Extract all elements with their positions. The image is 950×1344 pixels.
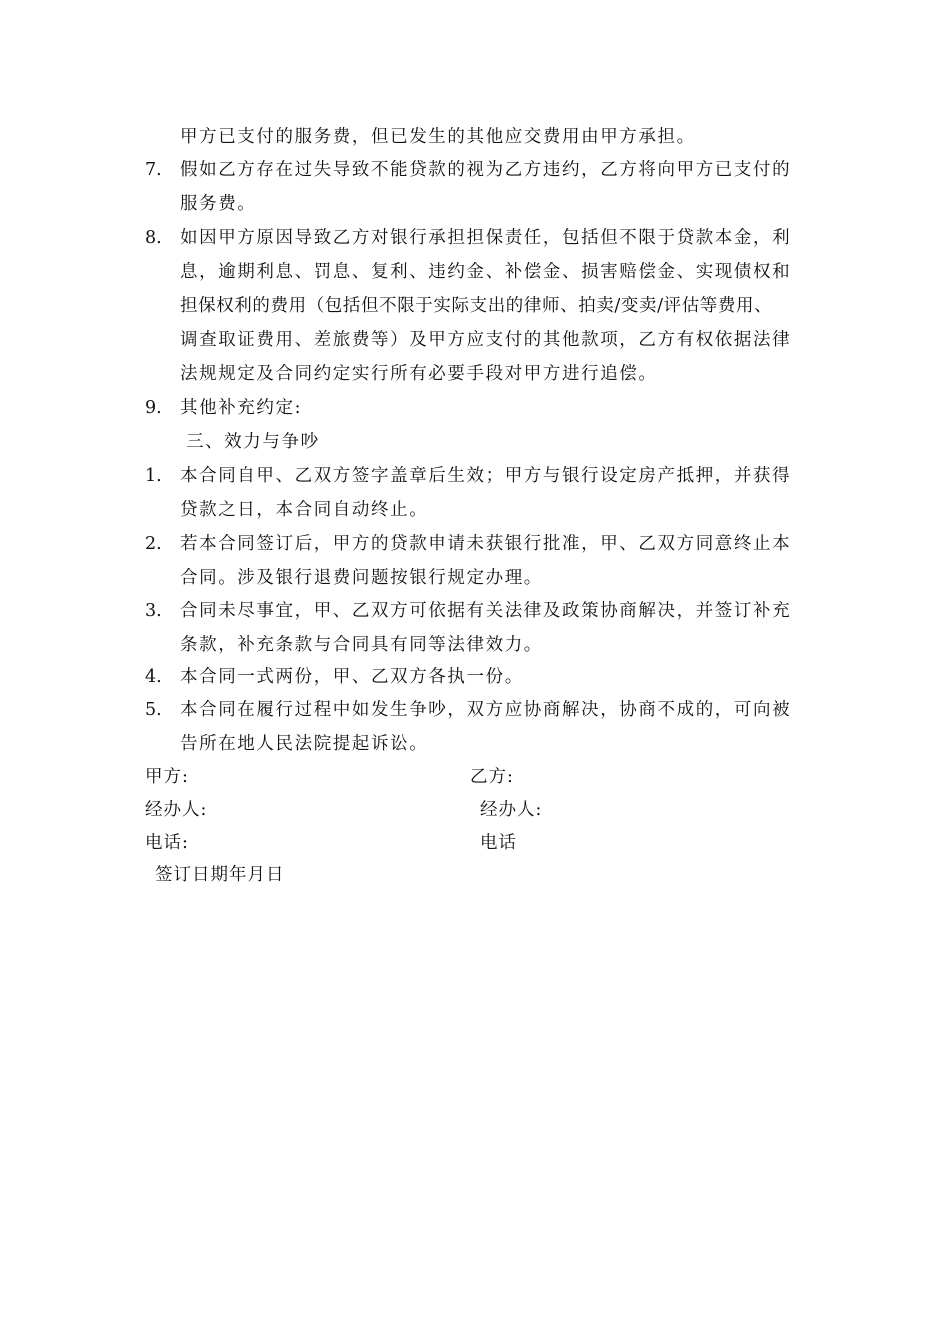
item-text: 如因甲方原因导致乙方对银行承担担保责任，包括但不限于贷款本金，利 (180, 228, 792, 248)
handler-a-label: 经办人: (145, 800, 208, 820)
item-number: 2. (145, 534, 162, 554)
item-number: 9. (145, 398, 162, 418)
item-text: 本合同在履行过程中如发生争吵，双方应协商解决，协商不成的，可向被 (180, 700, 792, 720)
item-text: 本合同一式两份，甲、乙双方各执一份。 (180, 667, 524, 687)
item-text: 本合同自甲、乙双方签字盖章后生效；甲方与银行设定房产抵押，并获得 (180, 466, 792, 486)
continuation-line: 甲方已支付的服务费，但已发生的其他应交费用由甲方承担。 (180, 127, 696, 147)
item-text: 贷款之日，本合同自动终止。 (180, 500, 429, 520)
sign-date-label: 签订日期年月日 (155, 865, 285, 885)
item-text: 合同未尽事宜，甲、乙双方可依据有关法律及政策协商解决，并签订补充 (180, 601, 792, 621)
item-text: 调查取证费用、差旅费等）及甲方应支付的其他款项，乙方有权依据法律 (180, 330, 792, 350)
item-text: 担保权利的费用（包括但不限于实际支出的律师、拍卖/变卖/评估等费用、 (180, 296, 773, 316)
party-a-label: 甲方: (145, 767, 189, 787)
item-number: 1. (145, 466, 162, 486)
handler-b-label: 经办人: (480, 800, 543, 820)
phone-b-label: 电话 (480, 833, 517, 853)
item-text: 合同。涉及银行退费问题按银行规定办理。 (180, 568, 543, 588)
item-text: 告所在地人民法院提起诉讼。 (180, 734, 429, 754)
section-heading: 三、效力与争吵 (186, 432, 320, 452)
item-text: 服务费。 (180, 194, 257, 214)
item-number: 3. (145, 601, 162, 621)
item-text: 若本合同签订后，甲方的贷款申请未获银行批准，甲、乙双方同意终止本 (180, 534, 792, 554)
item-number: 5. (145, 700, 162, 720)
phone-a-label: 电话: (145, 833, 189, 853)
item-number: 4. (145, 667, 162, 687)
item-number: 7. (145, 160, 162, 180)
item-text: 息，逾期利息、罚息、复利、违约金、补偿金、损害赔偿金、实现债权和 (180, 262, 792, 282)
item-number: 8. (145, 228, 162, 248)
item-text: 假如乙方存在过失导致不能贷款的视为乙方违约，乙方将向甲方已支付的 (180, 160, 792, 180)
party-b-label: 乙方: (470, 767, 514, 787)
item-text: 条款，补充条款与合同具有同等法律效力。 (180, 635, 543, 655)
item-text: 其他补充约定: (180, 398, 303, 418)
item-text: 法规规定及合同约定实行所有必要手段对甲方进行追偿。 (180, 364, 658, 384)
